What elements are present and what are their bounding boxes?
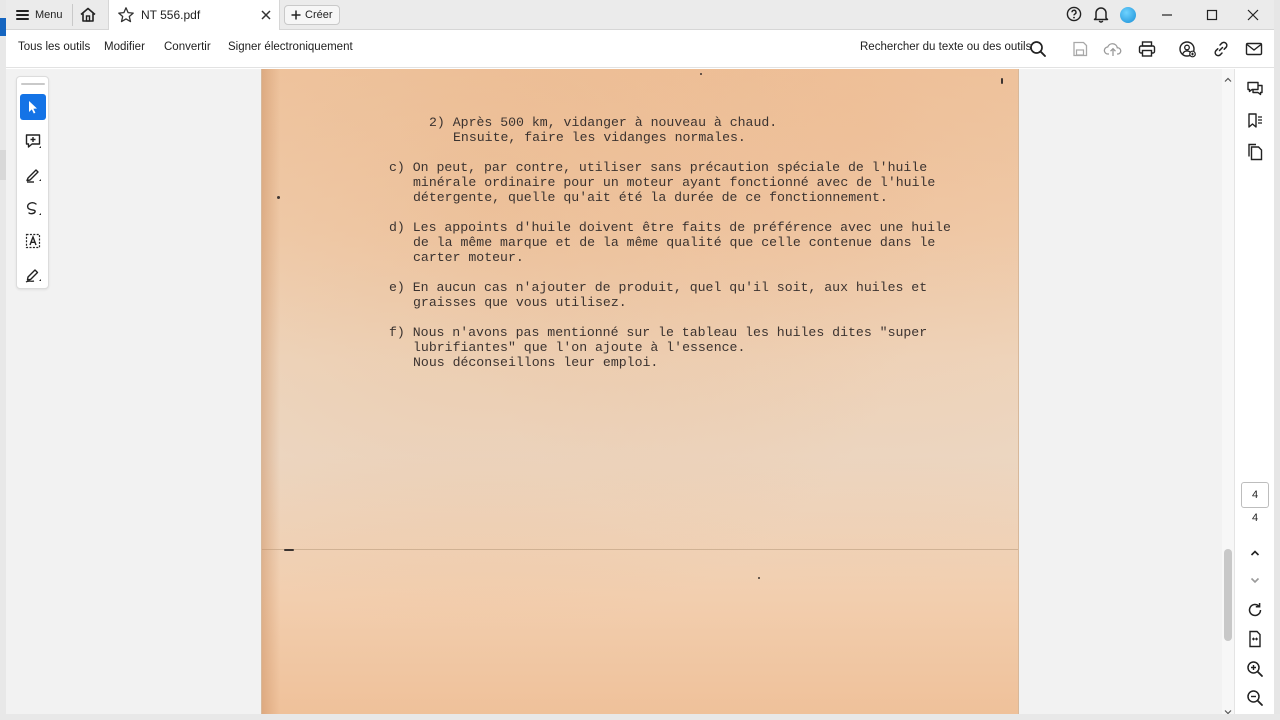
paper-speck	[700, 73, 702, 75]
text-line: Nous déconseillons leur emploi.	[413, 355, 659, 370]
text-line: minérale ordinaire pour un moteur ayant fonctionné avec de l'huile	[413, 175, 936, 190]
bookmarks-icon[interactable]	[1245, 111, 1265, 131]
plus-icon	[291, 10, 301, 20]
text-line: c) On peut, par contre, utiliser sans précaution spéciale de l'huile	[389, 160, 928, 175]
scroll-thumb[interactable]	[1224, 549, 1232, 641]
chevron-up-icon[interactable]	[1245, 543, 1265, 563]
hamburger-icon	[16, 10, 29, 20]
zoom-in-icon[interactable]	[1245, 659, 1265, 679]
vertical-scrollbar[interactable]	[1222, 69, 1234, 714]
tab-title: NT 556.pdf	[141, 8, 201, 22]
text-line: 2) Après 500 km, vidanger à nouveau à chaud.	[429, 115, 778, 130]
title-bar	[6, 0, 1274, 30]
help-icon[interactable]	[1066, 6, 1082, 22]
save-icon[interactable]	[1070, 39, 1090, 59]
document-viewer[interactable]	[6, 69, 1222, 714]
notifications-bell-icon[interactable]	[1093, 5, 1109, 23]
text-select-icon[interactable]	[20, 228, 46, 254]
right-rail	[1234, 69, 1274, 714]
maximize-icon[interactable]	[1201, 4, 1223, 26]
create-button[interactable]	[284, 5, 340, 25]
search-tools-label[interactable]: Rechercher du texte ou des outils	[860, 41, 1032, 53]
acrobat-window	[6, 0, 1274, 720]
edit-menu[interactable]: Modifier	[104, 41, 145, 53]
highlight-pen-icon[interactable]	[20, 161, 46, 187]
text-line: graisses que vous utilisez.	[413, 295, 627, 310]
pages-icon[interactable]	[1245, 142, 1265, 162]
create-label: Créer	[305, 9, 333, 21]
home-icon[interactable]	[78, 5, 98, 25]
taskbar-edge	[0, 714, 1280, 720]
close-window-icon[interactable]	[1242, 4, 1264, 26]
page-number-input[interactable]: 4	[1241, 482, 1269, 508]
paper-speck	[1001, 78, 1003, 84]
cloud-upload-icon[interactable]	[1103, 39, 1123, 59]
text-line: détergente, quelle qu'ait été la durée de ce fonctionnement.	[413, 190, 888, 205]
rotate-icon[interactable]	[1245, 600, 1265, 620]
share-user-icon[interactable]	[1177, 39, 1197, 59]
document-tab[interactable]	[108, 0, 280, 31]
scroll-up-icon[interactable]	[1224, 71, 1232, 79]
close-tab-icon[interactable]	[259, 8, 273, 22]
add-comment-icon[interactable]	[20, 128, 46, 154]
text-line: e) En aucun cas n'ajouter de produit, quel qu'il soit, aux huiles et	[389, 280, 928, 295]
paper-speck	[284, 549, 294, 551]
text-line: carter moteur.	[413, 250, 524, 265]
zoom-out-icon[interactable]	[1245, 688, 1265, 708]
text-line: Ensuite, faire les vidanges normales.	[453, 130, 746, 145]
fit-page-icon[interactable]	[1245, 629, 1265, 649]
all-tools-menu[interactable]: Tous les outils	[18, 41, 91, 53]
select-arrow-icon[interactable]	[20, 94, 46, 120]
print-icon[interactable]	[1137, 39, 1157, 59]
typewritten-text	[262, 69, 951, 370]
menu-label: Menu	[35, 9, 63, 21]
sign-menu[interactable]: Signer électroniquement	[228, 41, 353, 53]
main-toolbar	[6, 30, 1274, 68]
text-line: d) Les appoints d'huile doivent être faits de préférence avec une huile	[389, 220, 951, 235]
text-line: lubrifiantes" que l'on ajoute à l'essence.	[413, 340, 746, 355]
convert-menu[interactable]: Convertir	[164, 41, 211, 53]
text-line: f) Nous n'avons pas mentionné sur le tableau les huiles dites "super	[389, 325, 928, 340]
text-line: de la même marque et de la même qualité que celle contenue dans le	[413, 235, 936, 250]
email-icon[interactable]	[1244, 39, 1264, 59]
star-icon[interactable]	[117, 6, 135, 24]
comments-icon[interactable]	[1245, 79, 1265, 99]
user-avatar[interactable]	[1120, 7, 1136, 23]
chevron-down-icon[interactable]	[1245, 570, 1265, 590]
quick-tools-palette	[16, 76, 49, 289]
palette-grip[interactable]	[21, 83, 45, 85]
fill-sign-icon[interactable]	[20, 261, 46, 287]
desktop-edge-right	[1274, 0, 1280, 720]
page-total: 4	[1251, 512, 1259, 524]
search-icon[interactable]	[1028, 39, 1048, 59]
paper-speck	[277, 196, 280, 199]
divider	[72, 4, 73, 26]
freehand-draw-icon[interactable]	[20, 195, 46, 221]
minimize-icon[interactable]	[1156, 4, 1178, 26]
paper-speck	[758, 577, 760, 579]
menu-button[interactable]	[16, 5, 63, 25]
pdf-page[interactable]	[262, 69, 1018, 714]
scroll-down-icon[interactable]	[1224, 703, 1232, 711]
link-icon[interactable]	[1211, 39, 1231, 59]
